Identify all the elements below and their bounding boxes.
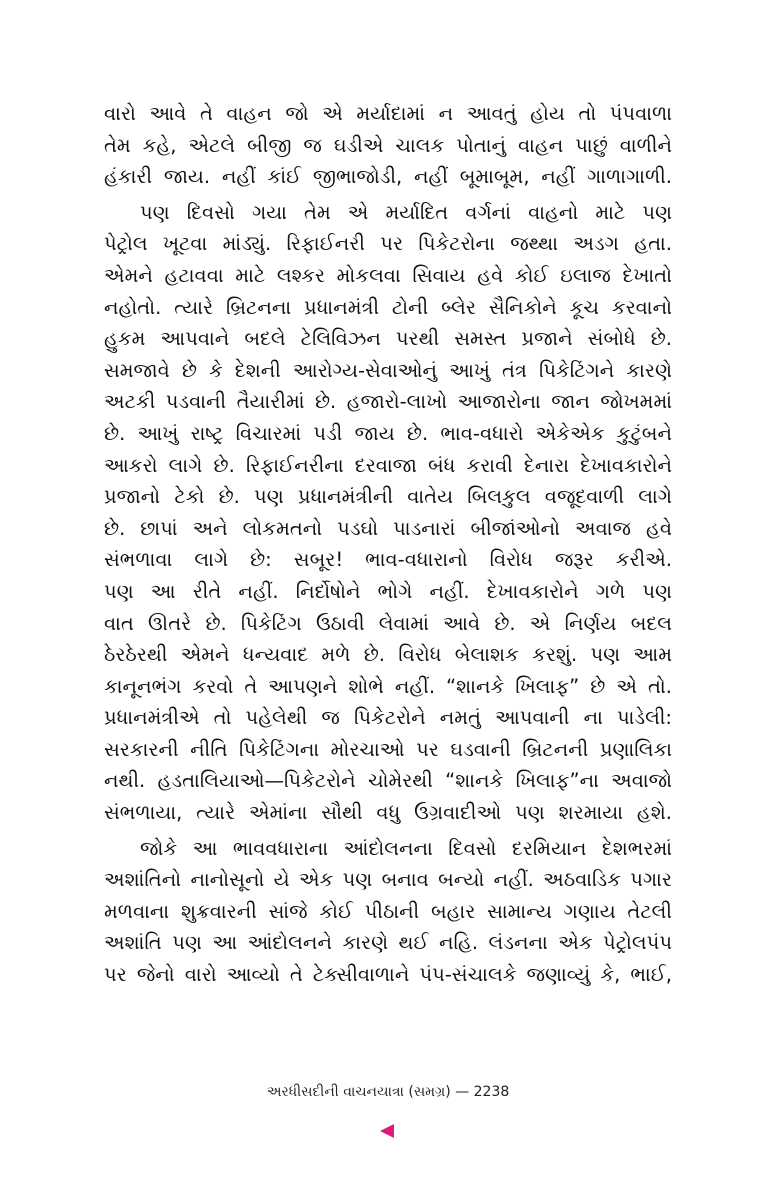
text-line: છે. આખું રાષ્ટ્ર વિચારમાં પડી જાય છે. ભાવ-વધારો એકેએક કુટુંબને	[104, 421, 672, 445]
text-line: કાનૂનભંગ કરવો તે આપણને શોભે નહીં. “શાનકે ખિલાફ” છે એ તો.	[104, 674, 672, 698]
text-line: અટકી પડવાની તૈયારીમાં છે. હજારો-લાખો આજારોના જાન જોખમમાં	[104, 390, 672, 414]
text-line: સંભળાવા લાગે છે: સબૂર! ભાવ-વધારાનો વિરોધ જરૂર કરીએ.	[104, 548, 672, 572]
paragraph-1	[104, 98, 672, 193]
text-line: મળવાના શુક્રવારની સાંજે કોઈ પીઠાની બહાર સામાન્ય ગણાય તેટલી	[104, 899, 672, 923]
text-line: પણ દિવસો ગયા તેમ એ મર્યાદિત વર્ગનાં વાહનો માટે પણ	[140, 200, 672, 224]
text-line: અશાંતિનો નાનોસૂનો યે એક પણ બનાવ બન્યો નહીં. અઠવાડિક પગાર	[104, 868, 672, 892]
text-line: સંભળાયા, ત્યારે એમાંના સૌથી વધુ ઉગ્રવાદીઓ પણ શરમાયા હશે.	[104, 801, 672, 825]
text-line: પ્રજાનો ટેકો છે. પણ પ્રધાનમંત્રીની વાતેય બિલકુલ વજૂદવાળી લાગે	[104, 485, 672, 509]
text-line: સમજાવે છે કે દેશની આરોગ્ય-સેવાઓનું આખું તંત્ર પિકેટિંગને કારણે	[104, 358, 672, 382]
text-line: હુકમ આપવાને બદલે ટેલિવિઝન પરથી સમસ્ત પ્રજાને સંબોધે છે.	[104, 327, 672, 351]
text-line: પર જેનો વારો આવ્યો તે ટેક્સીવાળાને પંપ-સંચાલકે જણાવ્યું કે, ભાઈ,	[104, 963, 672, 987]
text-line: જોકે આ ભાવવધારાના આંદોલનના દિવસો દરમિયાન દેશભરમાં	[140, 836, 672, 860]
text-line: પ્રધાનમંત્રીએ તો પહેલેથી જ પિકેટરોને નમતું આપવાની ના પાડેલી:	[104, 706, 672, 730]
text-line: વાત ઊતરે છે. પિકેટિંગ ઉઠાવી લેવામાં આવે છે. એ નિર્ણય બદલ	[104, 611, 672, 635]
text-line: નથી. હડતાલિયાઓ—પિકેટરોને ચોમેરથી “શાનકે ખિલાફ”ના અવાજો	[104, 769, 672, 793]
paragraph-2	[104, 197, 672, 829]
text-line: તેમ કહે, એટલે બીજી જ ઘડીએ ચાલક પોતાનું વાહન પાછું વાળીને	[104, 133, 672, 157]
text-line: નહોતો. ત્યારે બ્રિટનના પ્રધાનમંત્રી ટોની બ્લેર સૈનિકોને કૂચ કરવાનો	[104, 295, 672, 319]
text-line: એમને હટાવવા માટે લશ્કર મોકલવા સિવાય હવે કોઈ ઇલાજ દેખાતો	[104, 263, 672, 287]
page-body	[104, 98, 672, 991]
text-line: હંકારી જાય. નહીં કાંઈ જીભાજોડી, નહીં બૂમાબૂમ, નહીં ગાળાગાળી.	[104, 165, 672, 189]
text-line: છે. છાપાં અને લોકમતનો પડઘો પાડનારાં બીજાંઓનો અવાજ હવે	[104, 516, 672, 540]
text-line: આકરો લાગે છે. રિફાઈનરીના દરવાજા બંધ કરાવી દેનારા દેખાવકારોને	[104, 453, 672, 477]
text-line: પણ આ રીતે નહીં. નિર્દોષોને ભોગે નહીં. દેખાવકારોને ગળે પણ	[104, 579, 672, 603]
text-line: ઠેરઠેરથી એમને ધન્યવાદ મળે છે. વિરોધ બેલાશક કરશું. પણ આમ	[104, 643, 672, 667]
text-line: વારો આવે તે વાહન જો એ મર્યાદામાં ન આવતું હોય તો પંપવાળા	[104, 102, 672, 125]
text-line: અશાંતિ પણ આ આંદોલનને કારણે થઈ નહિ. લંડનના એક પેટ્રોલપંપ	[104, 931, 672, 955]
page-footer: અરધીસદીની વાચનયાત્રા (સમગ્ર) — 2238	[266, 1084, 510, 1100]
text-line: પેટ્રોલ ખૂટવા માંડ્યું. રિફાઈનરી પર પિકેટરોના જથ્થા અડગ હતા.	[104, 232, 672, 256]
paragraph-3	[104, 833, 672, 991]
text-line: સરકારની નીતિ પિકેટિંગના મોરચાઓ પર ઘડવાની બ્રિટનની પ્રણાલિકા	[104, 737, 672, 761]
triangle-left-icon[interactable]	[380, 1124, 394, 1138]
